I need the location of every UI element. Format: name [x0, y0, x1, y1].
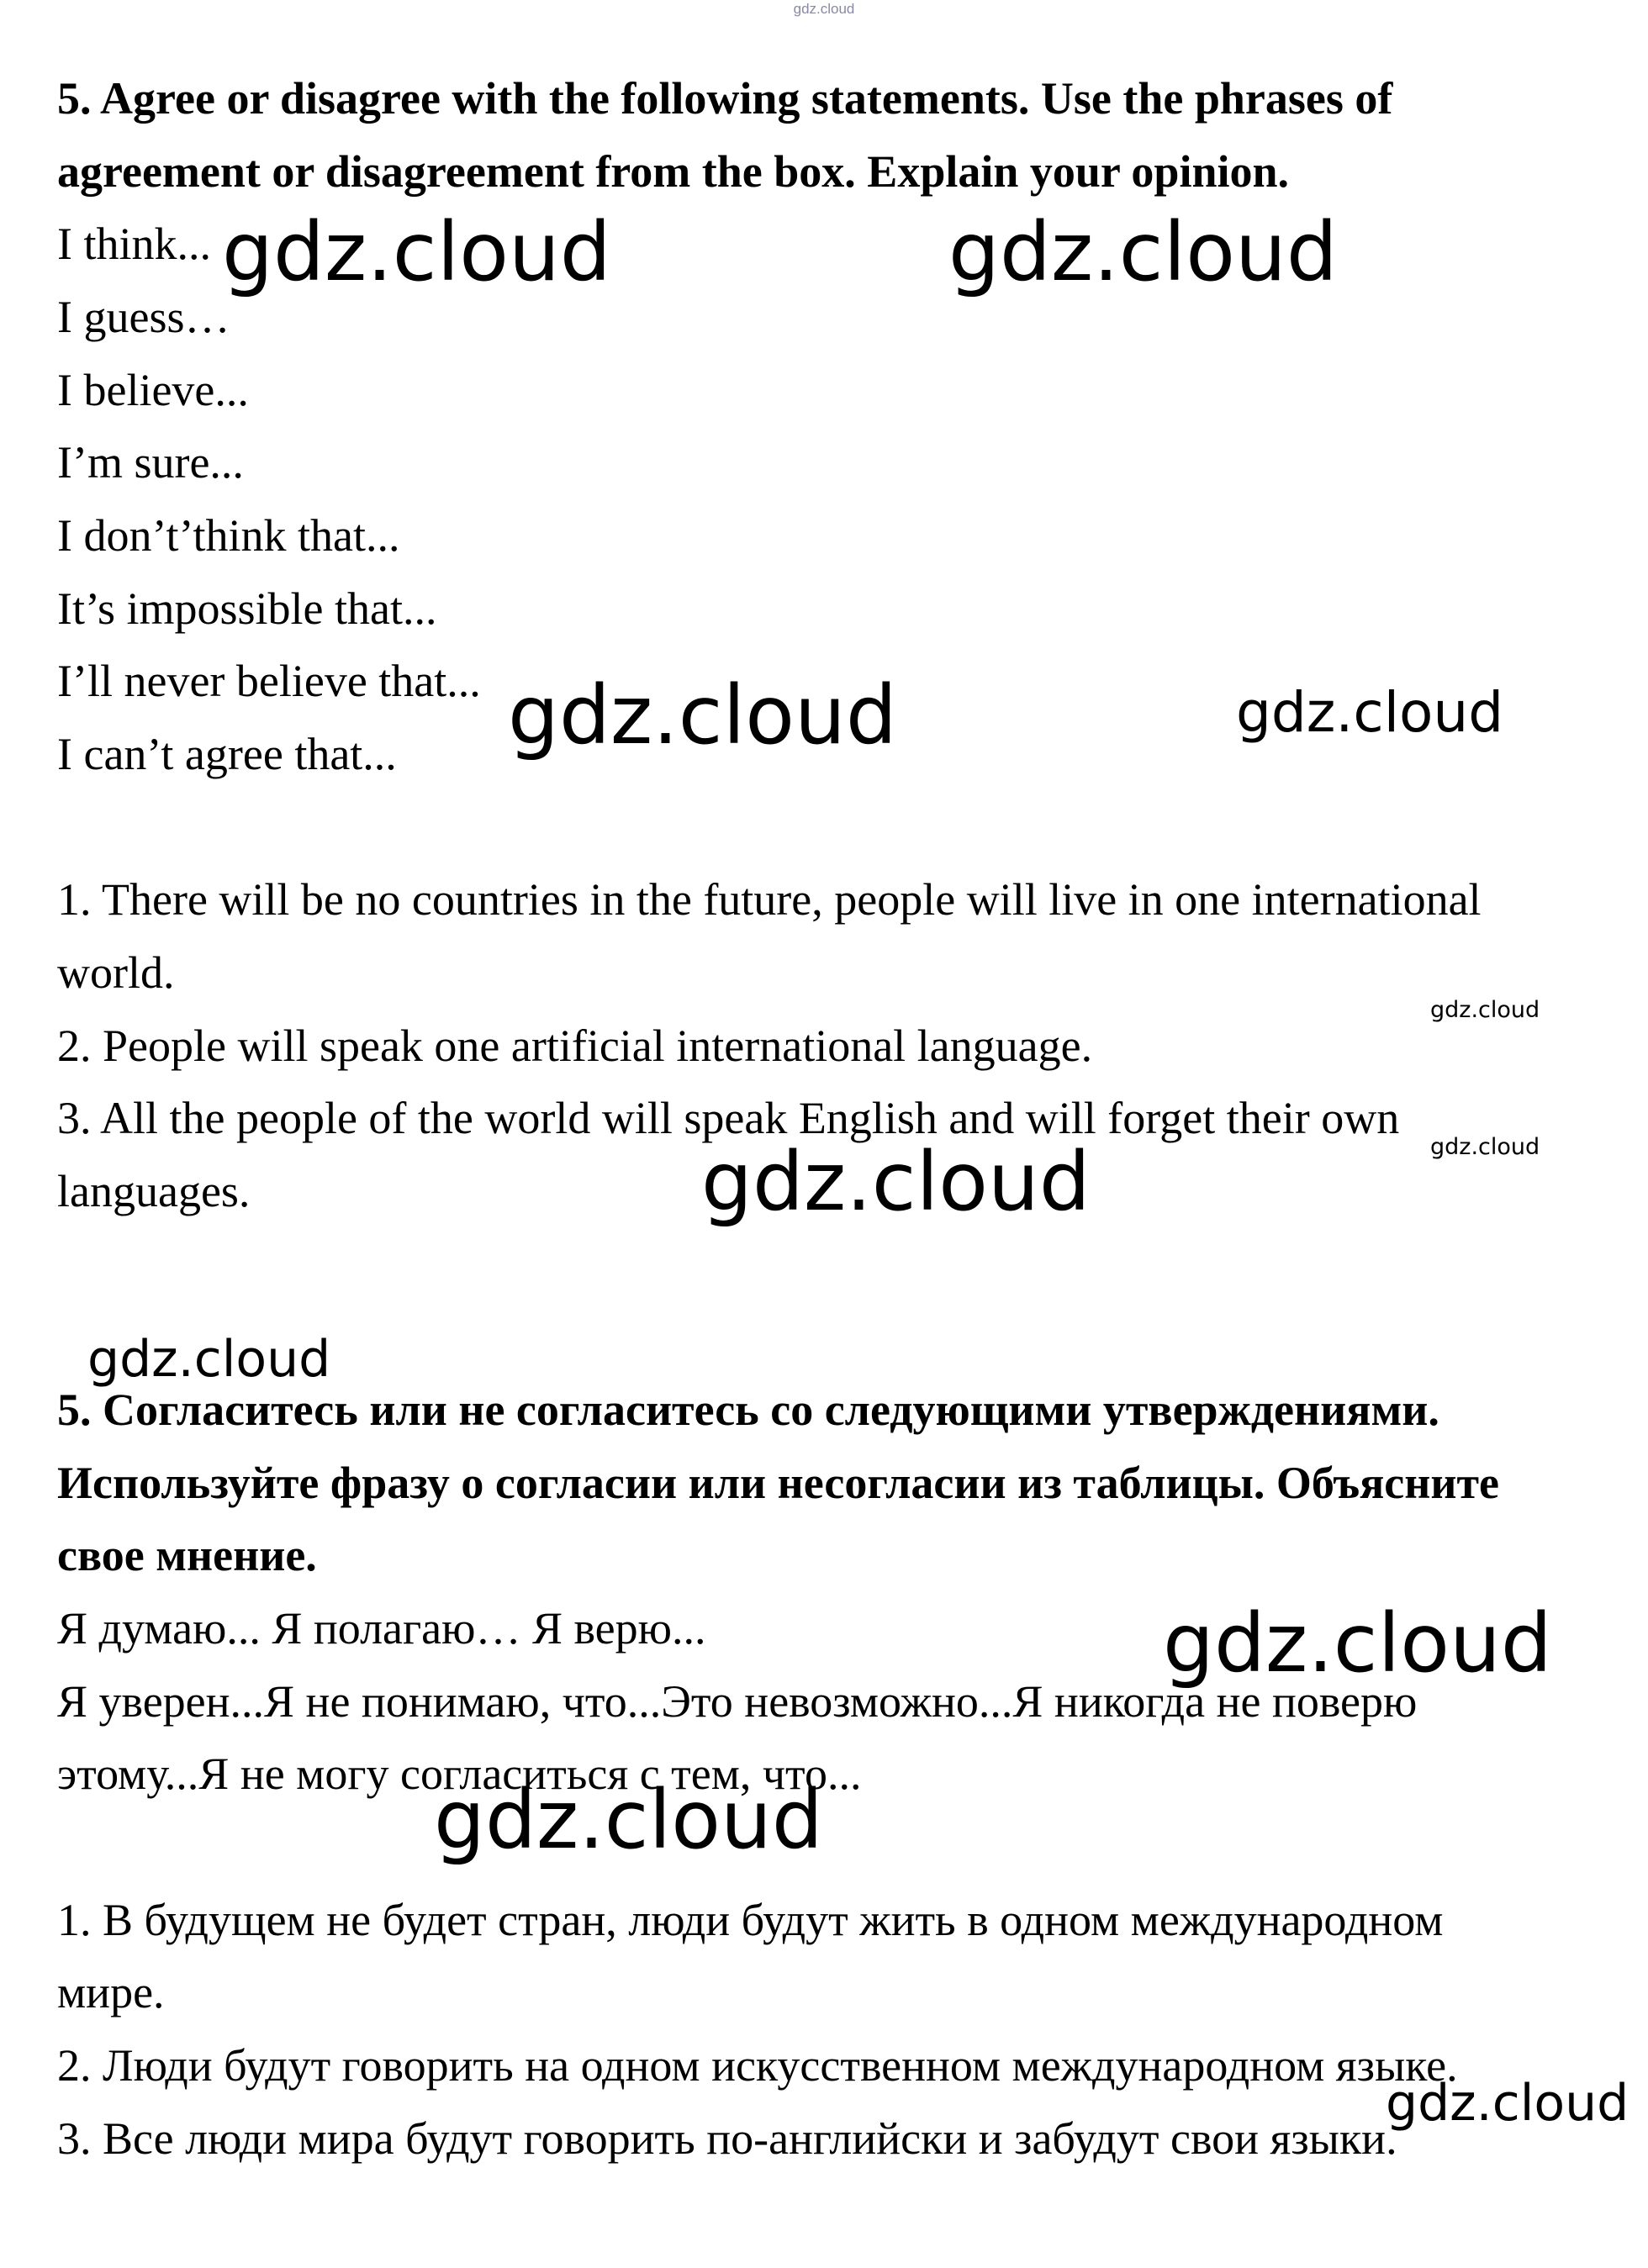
phrase-item: I think...	[57, 219, 211, 269]
watermark: gdz.cloud	[948, 205, 1338, 299]
watermark: gdz.cloud	[222, 205, 611, 299]
russian-phrases-line: этому...Я не могу согласиться с тем, что...	[57, 1748, 862, 1799]
phrase-item: I believe...	[57, 365, 249, 415]
statement-line: 3. All the people of the world will speak English and will forget their own	[57, 1093, 1400, 1143]
phrase-item: I can’t agree that...	[57, 729, 397, 779]
english-instruction-line-2: agreement or disagreement from the box. Explain your opinion.	[57, 146, 1290, 197]
statement-line: 2. People will speak one artificial international language.	[57, 1021, 1093, 1071]
russian-phrases-line: Я думаю... Я полагаю… Я верю...	[57, 1603, 706, 1654]
statement-line: 1. There will be no countries in the future, people will live in one international	[57, 874, 1482, 925]
watermark: gdz.cloud	[87, 1330, 331, 1389]
phrase-item: I’m sure...	[57, 437, 244, 488]
russian-statement-line: 3. Все люди мира будут говорить по-английски и забудут свои языки.	[57, 2113, 1397, 2164]
statement-line: languages.	[57, 1166, 251, 1216]
watermark: gdz.cloud	[1386, 2074, 1630, 2133]
russian-statement-line: 2. Люди будут говорить на одном искусственном международном языке.	[57, 2040, 1458, 2091]
phrase-item: It’s impossible that...	[57, 583, 437, 634]
phrase-item: I don’t’think that...	[57, 510, 400, 561]
russian-statement-line: мире.	[57, 1967, 165, 2017]
watermark: gdz.cloud	[1163, 1596, 1552, 1690]
watermark: gdz.cloud	[434, 1773, 823, 1867]
watermark: gdz.cloud	[1430, 1134, 1540, 1160]
russian-instruction-line-3: свое мнение.	[57, 1530, 317, 1580]
russian-phrases-line: Я уверен...Я не понимаю, что...Это невозможно...Я никогда не поверю	[57, 1676, 1418, 1727]
russian-instruction-line-2: Используйте фразу о согласии или несогласии из таблицы. Объясните	[57, 1458, 1499, 1508]
russian-statement-line: 1. В будущем не будет стран, люди будут жить в одном международном	[57, 1895, 1444, 1945]
watermark: gdz.cloud	[1236, 680, 1504, 745]
russian-instruction-line-1: 5. Согласитесь или не согласитесь со следующими утверждениями.	[57, 1385, 1439, 1435]
watermark: gdz.cloud	[508, 668, 897, 762]
phrase-item: I guess…	[57, 292, 230, 342]
phrase-item: I’ll never believe that...	[57, 656, 481, 706]
watermark: gdz.cloud	[1430, 997, 1540, 1023]
statement-line: world.	[57, 947, 175, 998]
english-instruction-line-1: 5. Agree or disagree with the following statements. Use the phrases of	[57, 73, 1393, 124]
watermark: gdz.cloud	[701, 1135, 1091, 1229]
top-watermark: gdz.cloud	[793, 1, 855, 17]
